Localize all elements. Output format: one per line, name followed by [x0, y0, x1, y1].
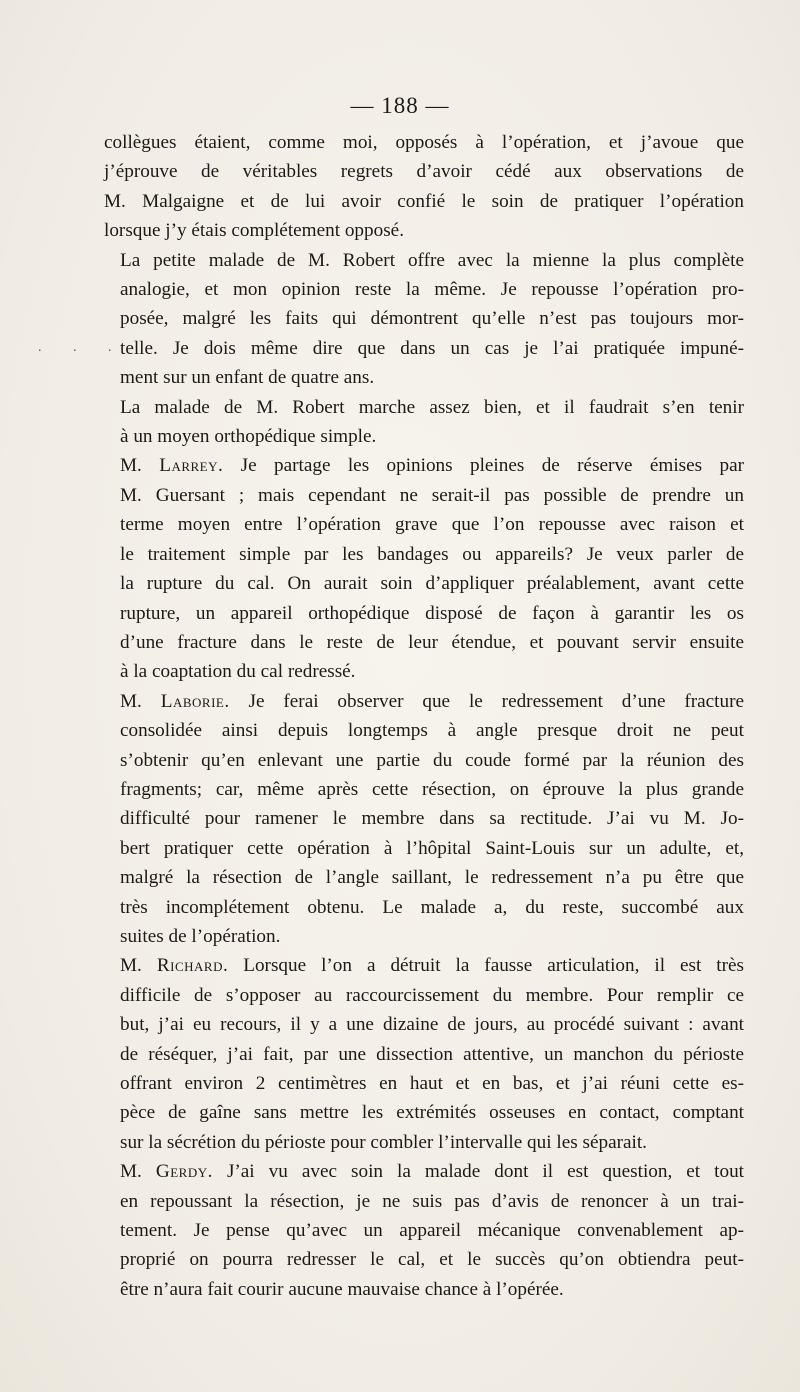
text-line: La petite malade de M. Robert offre avec la mienne la plus complète — [120, 249, 744, 271]
text-line: à la coaptation du cal redressé. — [120, 661, 356, 683]
text-line: très incomplétement obtenu. Le malade a, du reste, succombé aux — [120, 896, 744, 918]
text-line: d’une fracture dans le reste de leur étendue, et pouvant servir ensuite — [120, 631, 744, 653]
speaker-text: J’ai vu avec soin la malade dont il est question, et tout — [212, 1161, 744, 1183]
text-line: tement. Je pense qu’avec un appareil mécanique convenablement ap- — [120, 1220, 744, 1242]
speaker-prefix: M. — [120, 455, 160, 477]
text-line: s’obtenir qu’en enlevant une partie du coude formé par la réunion des — [120, 749, 744, 771]
speaker-name: Laborie. — [160, 690, 230, 712]
paragraph — [104, 687, 744, 952]
text-line: but, j’ai eu recours, il y a une dizaine de jours, au procédé suivant : avant — [120, 1014, 744, 1036]
text-line: suites de l’opération. — [120, 925, 281, 947]
paragraph — [104, 393, 744, 452]
text-line: pèce de gaîne sans mettre les extrémités osseuses en contact, comptant — [120, 1102, 744, 1124]
text-line — [104, 687, 744, 716]
speaker-text: Lorsque l’on a détruit la fausse articulation, il est très — [228, 955, 744, 977]
text-line: ment sur un enfant de quatre ans. — [120, 367, 375, 389]
text-line: fragments; car, même après cette résection, on éprouve la plus grande — [120, 778, 744, 800]
paragraph — [104, 1157, 744, 1304]
text-line: offrant environ 2 centimètres en haut et en bas, et j’ai réuni cette es- — [120, 1073, 744, 1094]
text-line: M. Guersant ; mais cependant ne serait-il pas possible de prendre un — [120, 484, 744, 506]
paragraph — [104, 246, 744, 393]
text-line: à un moyen orthopédique simple. — [120, 426, 377, 448]
text-line: difficile de s’opposer au raccourcissement du membre. Pour remplir ce — [120, 984, 744, 1006]
text-line: en repoussant la résection, je ne suis pas d’avis de renoncer à un trai- — [120, 1190, 744, 1212]
page-number: — 188 — — [350, 93, 450, 118]
text-line: collègues étaient, comme moi, opposés à l’opération, et j’avoue que — [104, 132, 744, 153]
text-line: M. Malgaigne et de lui avoir confié le soin de pratiquer l’opération — [104, 190, 744, 212]
text-line: de réséquer, j’ai fait, par une dissection attentive, un manchon du périoste — [120, 1043, 744, 1065]
text-line: être n’aura fait courir aucune mauvaise chance à l’opérée. — [120, 1278, 564, 1300]
paragraph — [104, 128, 744, 246]
text-line: lorsque j’y étais complétement opposé. — [104, 220, 404, 242]
speaker-prefix: M. — [120, 955, 157, 977]
text-line: proprié on pourra redresser le cal, et le succès qu’on obtiendra peut- — [120, 1249, 744, 1271]
text-line — [104, 951, 744, 980]
text-line: consolidée ainsi depuis longtemps à angle presque droit ne peut — [120, 720, 744, 742]
speaker-name: Larrey. — [159, 455, 224, 477]
speaker-name: Richard. — [156, 955, 229, 977]
speaker-prefix: M. — [120, 690, 161, 712]
text-line: La malade de M. Robert marche assez bien, et il faudrait s’en tenir — [120, 396, 744, 418]
text-line: rupture, un appareil orthopédique disposé de façon à garantir les os — [120, 602, 744, 624]
text-line: posée, malgré les faits qui démontrent qu’elle n’est pas toujours mor- — [120, 308, 744, 330]
paragraph — [104, 951, 744, 1157]
paragraph — [104, 451, 744, 686]
text-line: analogie, et mon opinion reste la même. Je repousse l’opération pro- — [120, 279, 744, 301]
text-line: le traitement simple par les bandages ou appareils? Je veux parler de — [120, 543, 744, 565]
text-line: difficulté pour ramener le membre dans sa rectitude. J’ai vu M. Jo- — [120, 808, 744, 830]
text-line: telle. Je dois même dire que dans un cas je l’ai pratiquée impuné- — [120, 337, 744, 359]
speaker-prefix: M. — [120, 1161, 156, 1183]
text-line: bert pratiquer cette opération à l’hôpital Saint-Louis sur un adulte, et, — [120, 837, 744, 859]
margin-marks: . . . — [38, 340, 126, 355]
body-text — [104, 128, 744, 1304]
speaker-text: Je partage les opinions pleines de réserve émises par — [223, 455, 744, 477]
text-line: sur la sécrétion du périoste pour combler l’intervalle qui les séparait. — [120, 1131, 647, 1153]
text-line — [104, 1157, 744, 1186]
text-line: la rupture du cal. On aurait soin d’appliquer préalablement, avant cette — [120, 573, 744, 595]
text-line: malgré la résection de l’angle saillant, le redressement n’a pu être que — [120, 867, 744, 889]
speaker-text: Je ferai observer que le redressement d’une fracture — [229, 690, 745, 712]
speaker-name: Gerdy. — [155, 1161, 213, 1183]
text-line — [104, 451, 744, 480]
text-line: j’éprouve de véritables regrets d’avoir cédé aux observations de — [104, 161, 744, 183]
text-line: terme moyen entre l’opération grave que l’on repousse avec raison et — [120, 514, 744, 536]
